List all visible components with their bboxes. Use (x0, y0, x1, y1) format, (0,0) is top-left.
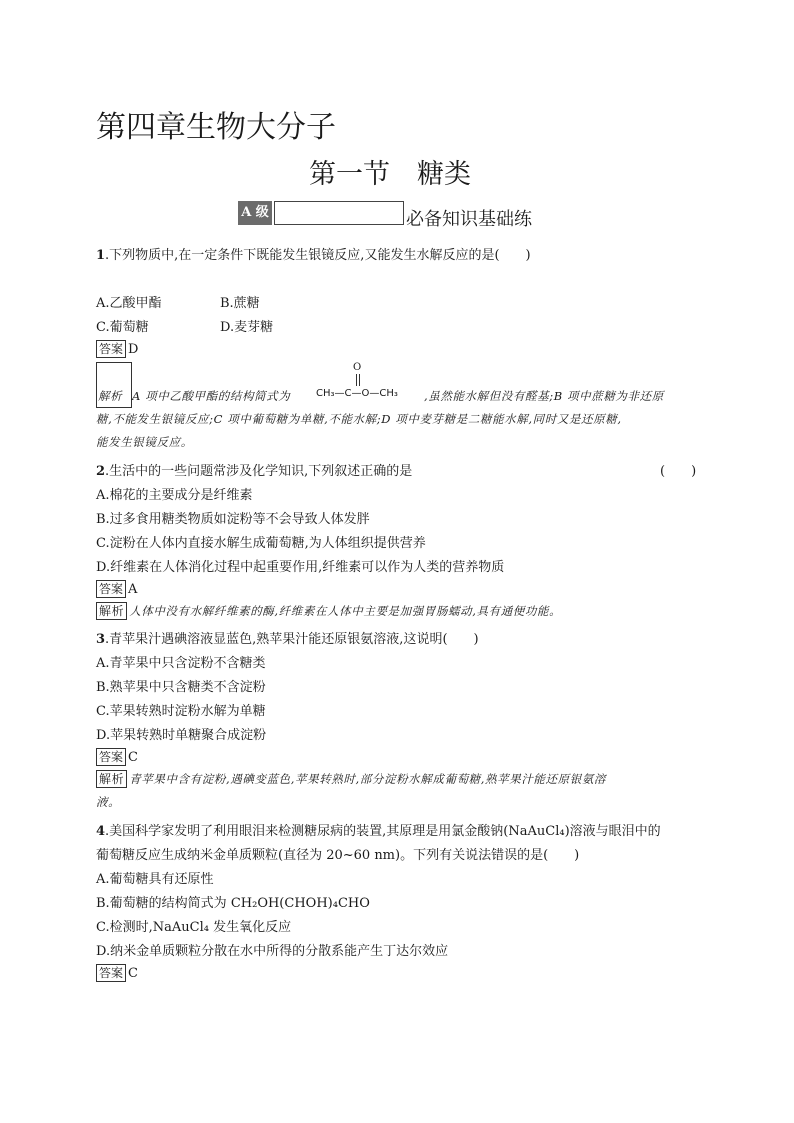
q4-option-a: A.葡萄糖具有还原性 (96, 872, 214, 887)
q4-option-b: B.葡萄糖的结构简式为 CH₂OH(CHOH)₄CHO (96, 896, 370, 911)
q1-option-d: D.麦芽糖 (220, 320, 274, 335)
q1-analysis-line-1: A 项中乙酸甲酯的结构简式为 (132, 389, 291, 403)
answer-tag: 答案 (96, 580, 126, 598)
question-1-stem: 1.下列物质中,在一定条件下既能发生银镜反应,又能发生水解反应的是( ) (96, 248, 531, 263)
answer-tag: 答案 (96, 340, 126, 358)
level-label: 必备知识基础练 (406, 209, 532, 230)
q3-option-a: A.青苹果中只含淀粉不含糖类 (96, 656, 266, 671)
q1-option-c: C.葡萄糖 (96, 320, 149, 335)
level-box (274, 201, 404, 225)
answer-value: A (128, 582, 138, 597)
question-4-stem-line-2: 葡萄糖反应生成纳米金单质颗粒(直径为 20~60 nm)。下列有关说法错误的是( ) (96, 848, 580, 863)
structure-oxygen: O (353, 362, 362, 373)
q1-analysis-line-3: 糖,不能发生银镜反应;C 项中葡萄糖为单糖,不能水解;D 项中麦芽糖是二糖能水解,同时又是还原糖, (96, 412, 622, 426)
chapter-title: 第四章生物大分子 (96, 110, 336, 145)
q2-option-c: C.淀粉在人体内直接水解生成葡萄糖,为人体组织提供营养 (96, 536, 426, 551)
question-2-stem: 2.生活中的一些问题常涉及化学知识,下列叙述正确的是 (96, 464, 413, 479)
q3-answer (96, 748, 138, 766)
q4-option-c: C.检测时,NaAuCl₄ 发生氧化反应 (96, 920, 292, 935)
answer-value: C (128, 750, 138, 765)
q1-analysis-line-2: ,虽然能水解但没有醛基;B 项中蔗糖为非还原 (424, 389, 664, 403)
answer-tag: 答案 (96, 964, 126, 982)
answer-value: C (128, 966, 138, 981)
q3-analysis-line-1: 解析 青苹果中含有淀粉,遇碘变蓝色,苹果转熟时,部分淀粉水解成葡萄糖,熟苹果汁能还原银氨溶 (96, 769, 606, 790)
section-title: 第一节 糖类 (309, 159, 471, 190)
question-4-stem-line-1: 4.美国科学家发明了利用眼泪来检测糖尿病的装置,其原理是用氯金酸钠(NaAuCl₄)溶液与眼泪中的 (96, 824, 661, 839)
structure-double-bond (356, 374, 360, 386)
q1-answer (96, 340, 138, 358)
answer-tag: 答案 (96, 748, 126, 766)
q2-answer-paren: ( ) (660, 464, 697, 479)
q4-answer (96, 964, 138, 982)
q1-option-b: B.蔗糖 (220, 296, 260, 311)
q3-option-d: D.苹果转熟时单糖聚合成淀粉 (96, 728, 267, 743)
analysis-tag: 解析 (96, 770, 127, 788)
q2-answer (96, 580, 137, 598)
q1-analysis-line-4: 能发生银镜反应。 (96, 435, 193, 449)
q2-option-b: B.过多食用糖类物质如淀粉等不会导致人体发胖 (96, 512, 370, 527)
q3-option-b: B.熟苹果中只含糖类不含淀粉 (96, 680, 266, 695)
analysis-tag: 解析 (96, 602, 127, 620)
q3-analysis-line-2: 液。 (96, 795, 121, 809)
q4-option-d: D.纳米金单质颗粒分散在水中所得的分散系能产生丁达尔效应 (96, 944, 449, 959)
question-3-stem: 3.青苹果汁遇碘溶液显蓝色,熟苹果汁能还原银氨溶液,这说明( ) (96, 632, 479, 647)
q2-option-d: D.纤维素在人体消化过程中起重要作用,纤维素可以作为人类的营养物质 (96, 560, 505, 575)
q1-analysis-tag: 解析 (98, 389, 123, 403)
q2-analysis: 解析 人体中没有水解纤维素的酶,纤维素在人体中主要是加强胃肠蠕动,具有通便功能。 (96, 601, 561, 622)
structure-formula: CH₃—C—O—CH₃ (316, 388, 398, 399)
level-badge: A 级 (238, 201, 272, 225)
q3-option-c: C.苹果转熟时淀粉水解为单糖 (96, 704, 266, 719)
q2-option-a: A.棉花的主要成分是纤维素 (96, 488, 253, 503)
q1-option-a: A.乙酸甲酯 (96, 296, 162, 311)
answer-value: D (128, 342, 139, 357)
